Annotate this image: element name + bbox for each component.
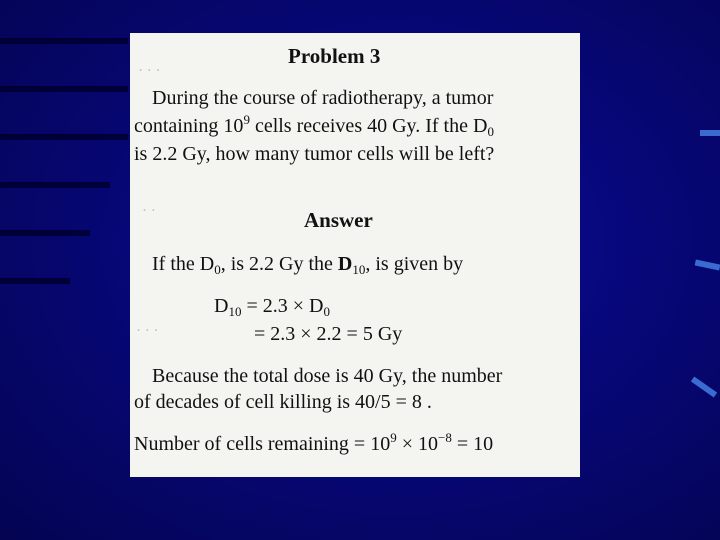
answer-intro: If the $D_0$, is 2.2 Gy the $D_{10}$, is given by	[152, 253, 464, 277]
because-line-2: of decades of cell killing is 40/5 = 8 .	[134, 391, 432, 413]
problem-line-3: is 2.2 Gy, how many tumor cells will be left?	[134, 143, 495, 165]
scan-smudge: · ·	[142, 203, 156, 219]
equation-1: $D_{10} = 2.3 \times D_0$	[214, 295, 330, 319]
problem-title: Problem 3	[288, 44, 381, 68]
decor-stripe	[0, 230, 90, 236]
scan-smudge: · · ·	[138, 63, 161, 79]
scanned-page	[130, 33, 580, 477]
decor-stripe	[0, 278, 70, 284]
decor-stripe	[0, 38, 128, 44]
problem-line-2: containing $10^9$ cells receives 40 Gy. If the $D_0$	[134, 112, 494, 139]
answer-title: Answer	[304, 208, 373, 232]
decor-stripe	[0, 86, 128, 92]
equation-2: = 2.3 × 2.2 = 5 Gy	[254, 323, 403, 345]
scan-smudge: · · ·	[136, 323, 159, 339]
decor-stripe	[0, 182, 110, 188]
because-line-1: Because the total dose is 40 Gy, the number	[152, 365, 503, 387]
decor-stripe	[0, 134, 128, 140]
problem-line-1: During the course of radiotherapy, a tumor	[152, 87, 494, 109]
decor-tick	[700, 130, 720, 136]
cells-remaining: Number of cells remaining = $10^9 \times 10^{-8} = 10$	[134, 430, 494, 455]
